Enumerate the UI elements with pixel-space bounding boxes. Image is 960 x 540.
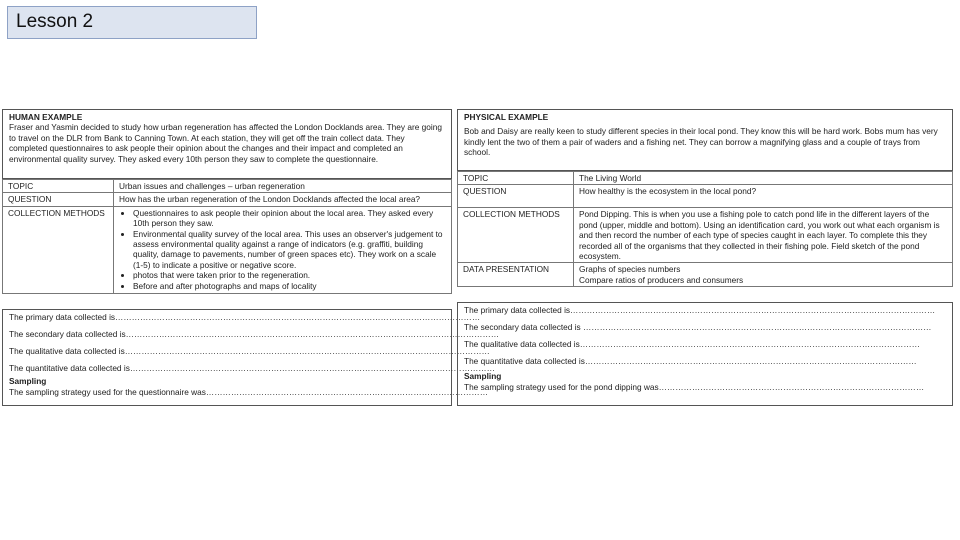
- presentation-label: DATA PRESENTATION: [458, 263, 574, 287]
- topic-label: TOPIC: [458, 172, 574, 185]
- list-item: Compare ratios of producers and consumers: [579, 274, 744, 285]
- primary-data-line[interactable]: The primary data collected is……………………………………………………………………………………………………………………: [9, 312, 481, 322]
- sampling-line[interactable]: The sampling strategy used for the pond dipping was……………………………………………………………………………………: [464, 382, 925, 392]
- physical-heading: PHYSICAL EXAMPLE: [464, 112, 549, 122]
- physical-intro-text: Bob and Daisy are really keen to study different species in their local pond. They know this will be hard work. Bobs mum has very kindly lent the two of them a pair of waders and a fishing net. They can borrow a magnifying glass and a couple of trays from school.: [464, 126, 938, 158]
- table-row: [458, 185, 953, 208]
- secondary-data-line[interactable]: The secondary data collected is ………………………………………………………………………………………………………………: [464, 322, 932, 332]
- methods-value: Pond Dipping. This is when you use a fishing pole to catch pond life in the different layers of the pond (upper, middle and bottom). Using an identification card, you work out what each organism is and then record the number of each type of species caught in each layer. To complete this they recorded all of the organisms that they collected in their fishing pole. Field sketch of the pond ecosystem.: [574, 208, 953, 263]
- physical-intro-box: [457, 109, 953, 171]
- physical-example-panel: [457, 109, 953, 287]
- list-item: • photos that were taken prior to the regeneration.: [133, 270, 446, 280]
- methods-label: COLLECTION METHODS: [3, 206, 114, 293]
- human-example-panel: [2, 109, 452, 294]
- human-intro-text: Fraser and Yasmin decided to study how urban regeneration has affected the London Docklands area. They are going to travel on the DLR from Bank to Canning Town. At each station, they will get off the train collect data. They completed questionnaires to ask people their opinion about the changes and their impact and completed an environmental quality survey. They asked every 10th person they saw to complete the questionnaire.: [9, 122, 442, 164]
- question-value: How healthy is the ecosystem in the local pond?: [574, 185, 953, 208]
- topic-value: The Living World: [574, 172, 953, 185]
- methods-value: [114, 206, 452, 293]
- sampling-heading: Sampling: [9, 376, 47, 386]
- table-row: [3, 193, 452, 206]
- list-item: Graphs of species numbers: [579, 264, 681, 275]
- quantitative-data-line[interactable]: The quantitative data collected is…………………………………………………………………………………………………………: [464, 356, 917, 366]
- list-item: • Environmental quality survey of the local area. This uses an observer's judgement to assess environmental quality against a range of indicators (e.g. graffiti, building quality, damage to pavements, number of green spaces etc). They work on a scale (1-5) to indicate a positive or negative score.: [133, 229, 446, 271]
- qualitative-data-line[interactable]: The qualitative data collected is……………………………………………………………………………………………………………………: [9, 346, 490, 356]
- topic-label: TOPIC: [3, 180, 114, 193]
- table-row: [458, 208, 953, 263]
- human-answer-box: [2, 309, 500, 406]
- methods-label: COLLECTION METHODS: [458, 208, 574, 263]
- human-heading: HUMAN EXAMPLE: [9, 112, 83, 122]
- table-row: [3, 180, 452, 193]
- list-item: • Questionnaires to ask people their opinion about the local area. They asked every 10th person they saw.: [133, 208, 446, 229]
- question-value: How has the urban regeneration of the London Docklands affected the local area?: [114, 193, 452, 206]
- slide-title: Lesson 2: [7, 6, 257, 39]
- physical-answer-box: [457, 302, 953, 406]
- human-intro-box: [2, 109, 452, 179]
- table-row: [458, 263, 953, 287]
- question-label: QUESTION: [3, 193, 114, 206]
- sampling-line[interactable]: The sampling strategy used for the questionnaire was…………………………………………………………………………………………: [9, 387, 489, 397]
- list-item: • Before and after photographs and maps of locality: [133, 281, 446, 291]
- primary-data-line[interactable]: The primary data collected is……………………………………………………………………………………………………………………: [464, 305, 936, 315]
- secondary-data-line[interactable]: The secondary data collected is………………………………………………………………………………………………………………………: [9, 329, 500, 339]
- presentation-value: [574, 263, 953, 287]
- topic-value: Urban issues and challenges – urban regeneration: [114, 180, 452, 193]
- table-row: [458, 172, 953, 185]
- question-label: QUESTION: [458, 185, 574, 208]
- quantitative-data-line[interactable]: The quantitative data collected is……………………………………………………………………………………………………………………: [9, 363, 495, 373]
- sampling-heading: Sampling: [464, 371, 502, 381]
- physical-info-table: [457, 171, 953, 287]
- qualitative-data-line[interactable]: The qualitative data collected is……………………………………………………………………………………………………………: [464, 339, 920, 349]
- human-info-table: [2, 179, 452, 294]
- table-row: [3, 206, 452, 293]
